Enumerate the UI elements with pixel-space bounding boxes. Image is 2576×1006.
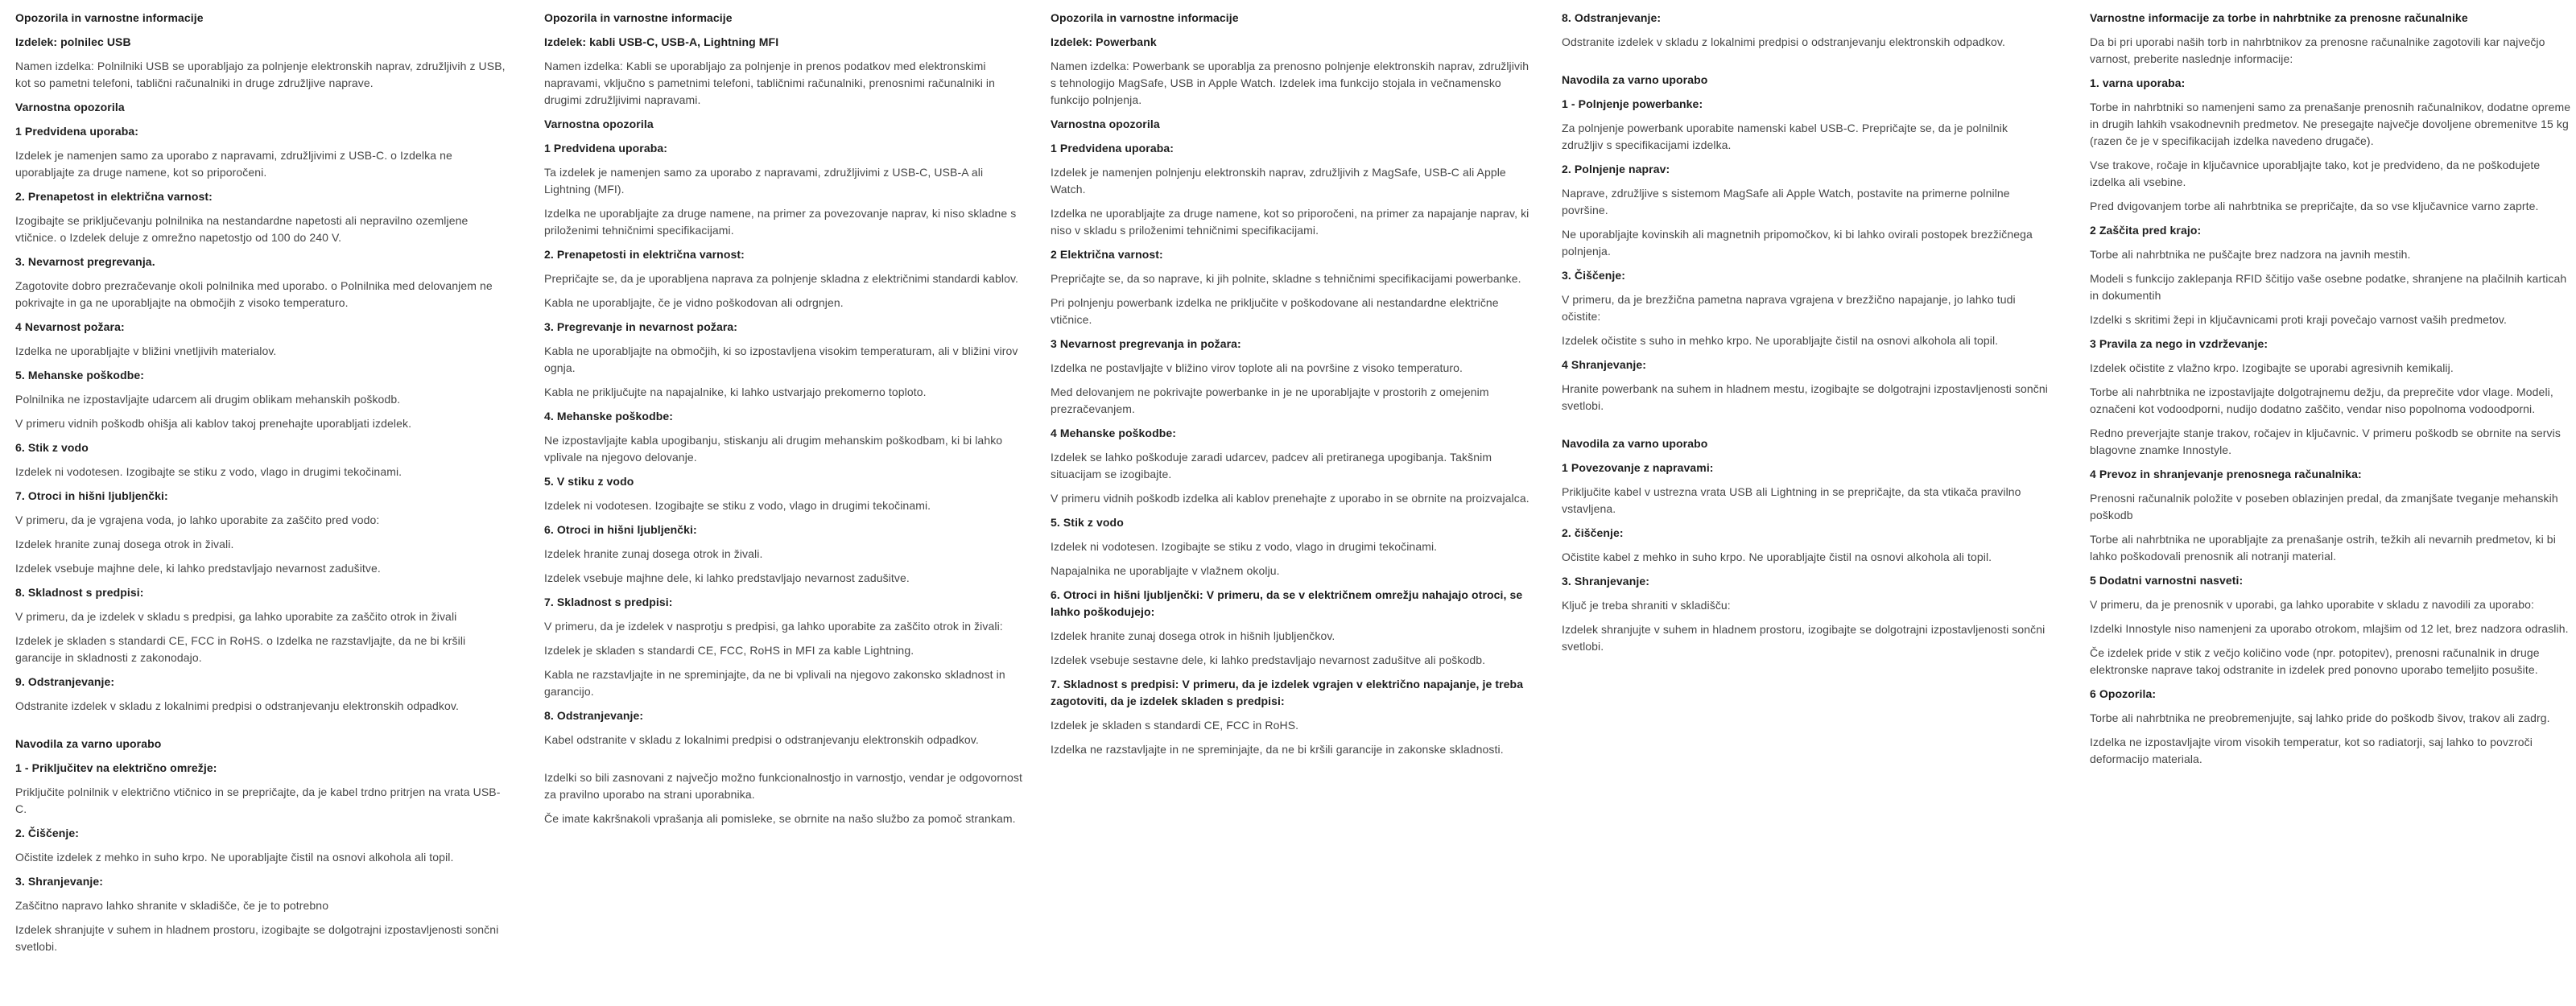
section-heading: 8. Odstranjevanje: <box>1562 11 1662 24</box>
paragraph: Izdelka ne izpostavljajte virom visokih temperatur, kot so radiatorji, saj lahko to povzroči deformacijo materiala. <box>2090 736 2533 765</box>
paragraph: Izdelka ne uporabljajte za druge namene, kot so priporočeni, na primer za napajanje naprav, ki niso v skladu s priloženimi tehničnimi specifikacijami. <box>1051 207 1530 237</box>
paragraph: Torbe ali nahrbtnika ne izpostavljajte dolgotrajnemu dežju, da preprečite vdor vlage. Modeli, označeni kot vodoodporni, nudijo dodatno zaščito, vendar niso popolnoma vodoodporni. <box>2090 385 2553 415</box>
section-heading: Izdelek: kabli USB-C, USB-A, Lightning MFI <box>544 35 779 48</box>
paragraph: Kabla ne razstavljajte in ne spreminjajte, da ne bi vplivali na njegovo zakonsko skladnost in garancijo. <box>544 668 1005 698</box>
section-heading: Navodila za varno uporabo <box>1562 437 1708 450</box>
section-heading: 1 Predvidena uporaba: <box>1051 142 1174 155</box>
paragraph: Odstranite izdelek v skladu z lokalnimi predpisi o odstranjevanju elektronskih odpadkov. <box>15 699 459 712</box>
paragraph: Naprave, združljive s sistemom MagSafe ali Apple Watch, postavite na primerne polnilne površine. <box>1562 187 2010 216</box>
paragraph: Odstranite izdelek v skladu z lokalnimi predpisi o odstranjevanju elektronskih odpadkov. <box>1562 35 2005 48</box>
paragraph: Torbe in nahrbtniki so namenjeni samo za prenašanje prenosnih računalnikov, dodatne opreme in drugih lahkih vsakodnevnih predmetov. Ne presegajte največje dovoljene obremenitve 15 kg (razen če je v specifikacijah izdelka navedeno drugače). <box>2090 101 2571 147</box>
paragraph: V primeru, da je vgrajena voda, jo lahko uporabite za zaščito pred vodo: <box>15 513 380 526</box>
paragraph: Prepričajte se, da je uporabljena naprava za polnjenje skladna z električnimi standardi kablov. <box>544 272 1019 285</box>
paragraph: Izdelek ni vodotesen. Izogibajte se stiku z vodo, vlago in drugimi tekočinami. <box>1051 540 1438 553</box>
section-heading: 4 Mehanske poškodbe: <box>1051 427 1177 439</box>
section-heading: 2. Prenapetosti in električna varnost: <box>544 248 745 261</box>
text-column-powerbank-instructions <box>1562 10 2050 662</box>
paragraph: Izdelek je namenjen samo za uporabo z napravami, združljivimi z USB-C. o Izdelka ne uporabljajte za druge namene, kot so priporočeni. <box>15 149 452 179</box>
paragraph: Izdelki Innostyle niso namenjeni za uporabo otrokom, mlajšim od 12 let, brez nadzora odraslih. <box>2090 622 2569 635</box>
paragraph: Kabla ne priključujte na napajalnike, ki lahko ustvarjajo prekomerno toploto. <box>544 385 927 398</box>
section-heading: 3 Pravila za nego in vzdrževanje: <box>2090 337 2268 350</box>
section-heading: Izdelek: polnilec USB <box>15 35 131 48</box>
section-heading: 6. Otroci in hišni ljubljenčki: V primeru, da se v električnem omrežju nahajajo otroci, se lahko poškodujejo: <box>1051 588 1523 618</box>
paragraph: Pri polnjenju powerbank izdelka ne priključite v poškodovane ali nestandardne električne vtičnice. <box>1051 296 1499 326</box>
paragraph: Da bi pri uporabi naših torb in nahrbtnikov za prenosne računalnike zagotovili kar največjo varnost, preberite naslednje informacije: <box>2090 35 2545 65</box>
section-heading: Varnostna opozorila <box>15 101 125 113</box>
paragraph: Izdelek hranite zunaj dosega otrok in hišnih ljubljenčkov. <box>1051 629 1335 642</box>
paragraph: Hranite powerbank na suhem in hladnem mestu, izogibajte se dolgotrajni izpostavljenosti sončni svetlobi. <box>1562 382 2048 412</box>
paragraph: Priključite kabel v ustrezna vrata USB ali Lightning in se prepričajte, da sta vtikača pravilno vstavljena. <box>1562 485 2021 515</box>
paragraph: Napajalnika ne uporabljajte v vlažnem okolju. <box>1051 564 1280 577</box>
paragraph: Izdelek je skladen s standardi CE, FCC in RoHS. o Izdelka ne razstavljajte, da ne bi kršili garancije in skladnosti z zakonodajo. <box>15 634 466 664</box>
section-heading: Navodila za varno uporabo <box>1562 73 1708 86</box>
paragraph: V primeru vidnih poškodb ohišja ali kablov takoj prenehajte uporabljati izdelek. <box>15 417 412 430</box>
paragraph: Pred dvigovanjem torbe ali nahrbtnika se prepričajte, da so vse ključavnice varno zaprte. <box>2090 200 2539 212</box>
section-heading: 8. Skladnost s predpisi: <box>15 586 144 599</box>
paragraph: Kabla ne uporabljajte na območjih, ki so izpostavljena visokim temperaturam, ali v bližini virov ognja. <box>544 344 1018 374</box>
paragraph: Očistite izdelek z mehko in suho krpo. Ne uporabljajte čistil na osnovi alkohola ali topil. <box>15 851 454 864</box>
paragraph: Namen izdelka: Kabli se uporabljajo za polnjenje in prenos podatkov med elektronskimi napravami, vključno s pametnimi telefoni, tabličnimi računalniki, prenosnimi računalniki in drugimi združljivimi napravami. <box>544 60 996 106</box>
section-heading: 7. Skladnost s predpisi: V primeru, da je izdelek vgrajen v električno napajanje, je treba zagotoviti, da je izdelek skladen s predpisi: <box>1051 678 1524 707</box>
section-heading: 4 Prevoz in shranjevanje prenosnega računalnika: <box>2090 468 2362 480</box>
paragraph: Torbe ali nahrbtnika ne puščajte brez nadzora na javnih mestih. <box>2090 248 2411 261</box>
paragraph: Zagotovite dobro prezračevanje okoli polnilnika med uporabo. o Polnilnika med delovanjem ne pokrivajte in ga ne uporabljajte na območjih z visoko temperaturo. <box>15 279 493 309</box>
paragraph: V primeru, da je izdelek v skladu s predpisi, ga lahko uporabite za zaščito otrok in živali <box>15 610 457 623</box>
paragraph: Izdelek je skladen s standardi CE, FCC in RoHS. <box>1051 719 1299 732</box>
paragraph: Med delovanjem ne pokrivajte powerbanke in je ne uporabljajte v prostorih z omejenim prezračevanjem. <box>1051 385 1489 415</box>
paragraph: V primeru, da je izdelek v nasprotju s predpisi, ga lahko uporabite za zaščito otrok in živali: <box>544 620 1003 633</box>
section-heading: 3 Nevarnost pregrevanja in požara: <box>1051 337 1241 350</box>
paragraph: Namen izdelka: Polnilniki USB se uporabljajo za polnjenje elektronskih naprav, združljivih z USB, kot so pametni telefoni, tablični računalniki in druge združljive naprave. <box>15 60 506 89</box>
text-column-laptop-bags <box>2090 10 2573 775</box>
section-heading: 3. Pregrevanje in nevarnost požara: <box>544 320 738 333</box>
paragraph: Ta izdelek je namenjen samo za uporabo z napravami, združljivimi z USB-C, USB-A ali Lightning (MFI). <box>544 166 984 196</box>
paragraph: Izdelek shranjujte v suhem in hladnem prostoru, izogibajte se dolgotrajni izpostavljenosti sončni svetlobi. <box>1562 623 2046 653</box>
section-heading: Navodila za varno uporabo <box>15 737 162 750</box>
paragraph: Izdelek vsebuje majhne dele, ki lahko predstavljajo nevarnost zadušitve. <box>15 562 381 575</box>
paragraph: Izdelka ne razstavljajte in ne spreminjajte, da ne bi kršili garancije in zakonske skladnosti. <box>1051 743 1504 756</box>
paragraph: Če imate kakršnakoli vprašanja ali pomisleke, se obrnite na našo službo za pomoč strankam. <box>544 812 1016 825</box>
paragraph: Izdelek ni vodotesen. Izogibajte se stiku z vodo, vlago in drugimi tekočinami. <box>544 499 931 512</box>
paragraph: Ne uporabljajte kovinskih ali magnetnih pripomočkov, ki bi lahko ovirali postopek brezžičnega polnjenja. <box>1562 228 2033 258</box>
section-heading: 6. Stik z vodo <box>15 441 89 454</box>
section-heading: 4. Mehanske poškodbe: <box>544 410 674 423</box>
paragraph: Očistite kabel z mehko in suho krpo. Ne uporabljajte čistil na osnovi alkohola ali topil. <box>1562 550 1992 563</box>
paragraph: Izdelek vsebuje sestavne dele, ki lahko predstavljajo nevarnost zadušitve ali poškodb. <box>1051 653 1486 666</box>
paragraph: Izdelek shranjujte v suhem in hladnem prostoru, izogibajte se dolgotrajni izpostavljenosti sončni svetlobi. <box>15 923 499 953</box>
section-heading: 2. čiščenje: <box>1562 526 1624 539</box>
section-heading: Opozorila in varnostne informacije <box>544 11 733 24</box>
paragraph: Za polnjenje powerbank uporabite namenski kabel USB-C. Prepričajte se, da je polnilnik združljiv s specifikacijami izdelka. <box>1562 122 2008 151</box>
section-heading: 1 Predvidena uporaba: <box>544 142 668 155</box>
paragraph: Izdelek očistite s suho in mehko krpo. Ne uporabljajte čistil na osnovi alkohola ali topil. <box>1562 334 1999 347</box>
paragraph: Prepričajte se, da so naprave, ki jih polnite, skladne s tehničnimi specifikacijami powerbanke. <box>1051 272 1521 285</box>
paragraph: Redno preverjajte stanje trakov, ročajev in ključavnic. V primeru poškodb se obrnite na servis blagovne znamke Innostyle. <box>2090 427 2561 456</box>
paragraph: Izdelek se lahko poškoduje zaradi udarcev, padcev ali pretiranega upogibanja. Takšnim situacijam se izogibajte. <box>1051 451 1492 480</box>
paragraph: V primeru, da je prenosnik v uporabi, ga lahko uporabite v skladu z navodili za uporabo: <box>2090 598 2535 611</box>
section-heading: 3. Nevarnost pregrevanja. <box>15 255 155 268</box>
paragraph: V primeru, da je brezžična pametna naprava vgrajena v brezžično napajanje, jo lahko tudi očistite: <box>1562 293 2016 323</box>
paragraph: Izdelka ne uporabljajte v bližini vnetljivih materialov. <box>15 344 277 357</box>
paragraph: Kabel odstranite v skladu z lokalnimi predpisi o odstranjevanju elektronskih odpadkov. <box>544 733 979 746</box>
paragraph: Izdelek vsebuje majhne dele, ki lahko predstavljajo nevarnost zadušitve. <box>544 571 910 584</box>
section-heading: Opozorila in varnostne informacije <box>15 11 204 24</box>
paragraph: Zaščitno napravo lahko shranite v skladišče, če je to potrebno <box>15 899 329 912</box>
paragraph: Izdelek hranite zunaj dosega otrok in živali. <box>15 538 234 550</box>
paragraph: Prenosni računalnik položite v poseben oblazinjen predal, da zmanjšate tveganje mehanskih poškodb <box>2090 492 2558 522</box>
paragraph: Izdelki s skritimi žepi in ključavnicami proti kraji povečajo varnost vaših predmetov. <box>2090 313 2507 326</box>
paragraph: Modeli s funkcijo zaklepanja RFID ščitijo vaše osebne podatke, shranjene na plačilnih karticah in dokumentih <box>2090 272 2567 302</box>
section-heading: Varnostna opozorila <box>1051 118 1160 130</box>
paragraph: Torbe ali nahrbtnika ne uporabljajte za prenašanje ostrih, težkih ali nevarnih predmetov, ki bi lahko poškodovali prenosnik ali notranji material. <box>2090 533 2556 563</box>
section-heading: 2 Zaščita pred krajo: <box>2090 224 2202 237</box>
section-heading: 1 - Polnjenje powerbanke: <box>1562 97 1703 110</box>
section-heading: 4 Nevarnost požara: <box>15 320 125 333</box>
paragraph: Izdelek je skladen s standardi CE, FCC, RoHS in MFI za kable Lightning. <box>544 644 914 657</box>
paragraph: Izdelek očistite z vlažno krpo. Izogibajte se uporabi agresivnih kemikalij. <box>2090 361 2454 374</box>
section-heading: 7. Skladnost s predpisi: <box>544 596 673 608</box>
paragraph: Torbe ali nahrbtnika ne preobremenjujte, saj lahko pride do poškodb šivov, trakov ali zadrg. <box>2090 711 2550 724</box>
paragraph: Vse trakove, ročaje in ključavnice uporabljajte tako, kot je predvideno, da ne poškodujete izdelka ali vsebine. <box>2090 159 2541 188</box>
section-heading: 9. Odstranjevanje: <box>15 675 115 688</box>
section-heading: 6 Opozorila: <box>2090 687 2157 700</box>
paragraph: Kabla ne uporabljajte, če je vidno poškodovan ali odrgnjen. <box>544 296 844 309</box>
text-column-powerbank <box>1051 10 1534 765</box>
section-heading: 4 Shranjevanje: <box>1562 358 1646 371</box>
paragraph: Izdelek ni vodotesen. Izogibajte se stiku z vodo, vlago in drugimi tekočinami. <box>15 465 402 478</box>
section-heading: 3. Shranjevanje: <box>1562 575 1649 588</box>
paragraph: Ključ je treba shraniti v skladišču: <box>1562 599 1731 612</box>
paragraph: Izdelek hranite zunaj dosega otrok in živali. <box>544 547 763 560</box>
section-heading: 6. Otroci in hišni ljubljenčki: <box>544 523 697 536</box>
paragraph: Izdelek je namenjen polnjenju elektronskih naprav, združljivih z MagSafe, USB-C ali Apple Watch. <box>1051 166 1506 196</box>
section-heading: 5. Stik z vodo <box>1051 516 1124 529</box>
section-heading: 2. Prenapetost in električna varnost: <box>15 190 213 203</box>
section-heading: 1 - Priključitev na električno omrežje: <box>15 761 217 774</box>
paragraph: V primeru vidnih poškodb izdelka ali kablov prenehajte z uporabo in se obrnite na proizvajalca. <box>1051 492 1530 505</box>
section-heading: Opozorila in varnostne informacije <box>1051 11 1239 24</box>
section-heading: 1 Povezovanje z napravami: <box>1562 461 1714 474</box>
section-heading: 5. V stiku z vodo <box>544 475 634 488</box>
paragraph: Če izdelek pride v stik z večjo količino vode (npr. potopitev), prenosni računalnik in druge elektronske naprave takoj odstranite in izdelek pred ponovno uporabo temeljito posušite. <box>2090 646 2540 676</box>
section-heading: 2. Čiščenje: <box>15 827 80 839</box>
paragraph: Priključite polnilnik v električno vtičnico in se prepričajte, da je kabel trdno pritrjen na vrata USB-C. <box>15 785 501 815</box>
section-heading: 2 Električna varnost: <box>1051 248 1163 261</box>
section-heading: Izdelek: Powerbank <box>1051 35 1157 48</box>
paragraph: Namen izdelka: Powerbank se uporablja za prenosno polnjenje elektronskih naprav, združljivih s tehnologijo MagSafe, USB in Apple Watch. Izdelek ima funkcijo stojala in večnamensko funkcijo polnjenja. <box>1051 60 1530 106</box>
section-heading: 8. Odstranjevanje: <box>544 709 644 722</box>
text-column-usb-charger <box>15 10 511 963</box>
paragraph: Izogibajte se priključevanju polnilnika na nestandardne napetosti ali nepravilno ozemljene vtičnice. o Izdelek deluje z omrežno napetostjo od 100 do 240 V. <box>15 214 469 244</box>
section-heading: 3. Čiščenje: <box>1562 269 1626 282</box>
section-heading: 5 Dodatni varnostni nasveti: <box>2090 574 2244 587</box>
paragraph: Izdelka ne postavljajte v bližino virov toplote ali na površine z visoko temperaturo. <box>1051 361 1463 374</box>
section-heading: 1 Predvidena uporaba: <box>15 125 139 138</box>
section-heading: 1. varna uporaba: <box>2090 76 2186 89</box>
text-column-cables <box>544 10 1028 835</box>
paragraph: Ne izpostavljajte kabla upogibanju, stiskanju ali drugim mehanskim poškodbam, ki bi lahko vplivale na njegovo delovanje. <box>544 434 1003 464</box>
paragraph: Izdelki so bili zasnovani z največjo možno funkcionalnostjo in varnostjo, vendar je odgovornost za pravilno uporabo na strani uporabnika. <box>544 771 1022 801</box>
section-heading: 5. Mehanske poškodbe: <box>15 369 145 381</box>
section-heading: Varnostna opozorila <box>544 118 654 130</box>
section-heading: 7. Otroci in hišni ljubljenčki: <box>15 489 168 502</box>
section-heading: Varnostne informacije za torbe in nahrbtnike za prenosne računalnike <box>2090 11 2468 24</box>
section-heading: 3. Shranjevanje: <box>15 875 103 888</box>
paragraph: Polnilnika ne izpostavljajte udarcem ali drugim oblikam mehanskih poškodb. <box>15 393 401 406</box>
section-heading: 2. Polnjenje naprav: <box>1562 163 1670 175</box>
paragraph: Izdelka ne uporabljajte za druge namene, na primer za povezovanje naprav, ki niso skladne s priloženimi tehničnimi specifikacijami. <box>544 207 1017 237</box>
